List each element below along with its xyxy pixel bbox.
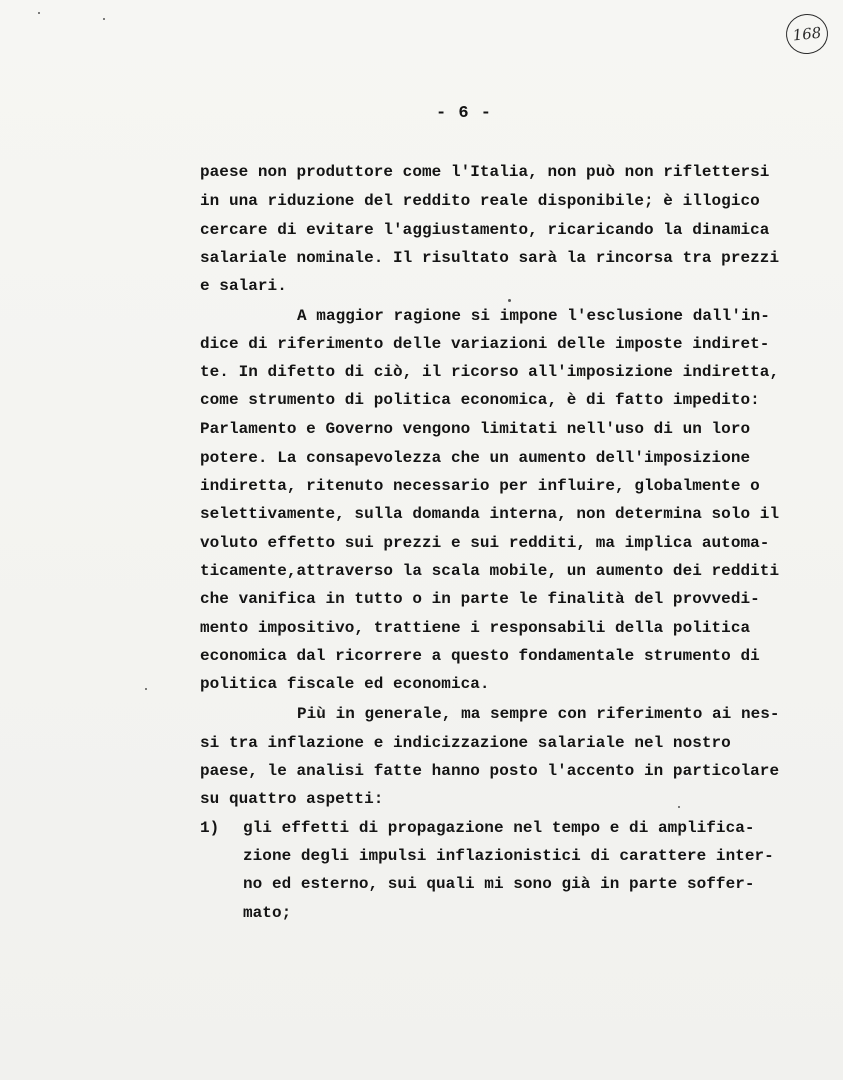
page-number: - 6 - (436, 104, 493, 123)
body-line: A maggior ragione si impone l'esclusione dall'in- (297, 307, 770, 325)
body-line: economica dal ricorrere a questo fondamentale strumento di (200, 647, 760, 665)
body-line: selettivamente, sulla domanda interna, non determina solo il (200, 505, 780, 523)
body-line: dice di riferimento delle variazioni delle imposte indiret- (200, 335, 770, 353)
body-line: indiretta, ritenuto necessario per influire, globalmente o (200, 477, 760, 495)
body-line: paese non produttore come l'Italia, non può non riflettersi (200, 163, 770, 181)
scan-speck (145, 688, 147, 690)
body-line: te. In difetto di ciò, il ricorso all'imposizione indiretta, (200, 363, 780, 381)
body-line: voluto effetto sui prezzi e sui redditi, ma implica automa- (200, 534, 770, 552)
body-line: salariale nominale. Il risultato sarà la rincorsa tra prezzi (200, 249, 780, 267)
body-line: e salari. (200, 277, 287, 295)
body-line: in una riduzione del reddito reale disponibile; è illogico (200, 192, 760, 210)
body-line: politica fiscale ed economica. (200, 675, 490, 693)
body-line: mento impositivo, trattiene i responsabili della politica (200, 619, 751, 637)
scan-speck (678, 806, 680, 808)
list-item-line: mato; (243, 904, 292, 922)
scan-speck (38, 12, 40, 14)
body-line: paese, le analisi fatte hanno posto l'accento in particolare (200, 762, 780, 780)
body-line: come strumento di politica economica, è di fatto impedito: (200, 391, 760, 409)
body-line: potere. La consapevolezza che un aumento dell'imposizione (200, 449, 751, 467)
page-stamp: 168 (784, 12, 830, 56)
list-item-line: no ed esterno, sui quali mi sono già in parte soffer- (243, 875, 755, 893)
body-line: cercare di evitare l'aggiustamento, ricaricando la dinamica (200, 221, 770, 239)
list-item-line: zione degli impulsi inflazionistici di carattere inter- (243, 847, 774, 865)
body-line: ticamente,attraverso la scala mobile, un aumento dei redditi (200, 562, 780, 580)
body-line: che vanifica in tutto o in parte le finalità del provvedi- (200, 590, 760, 608)
list-item-line: gli effetti di propagazione nel tempo e di amplifica- (243, 819, 755, 837)
scan-speck (103, 18, 105, 20)
body-line: si tra inflazione e indicizzazione salariale nel nostro (200, 734, 731, 752)
body-line: Più in generale, ma sempre con riferimento ai nes- (297, 705, 780, 723)
body-line: su quattro aspetti: (200, 790, 384, 808)
scan-speck (508, 299, 511, 302)
body-line: Parlamento e Governo vengono limitati nell'uso di un loro (200, 420, 751, 438)
list-item-number: 1) (200, 819, 220, 837)
